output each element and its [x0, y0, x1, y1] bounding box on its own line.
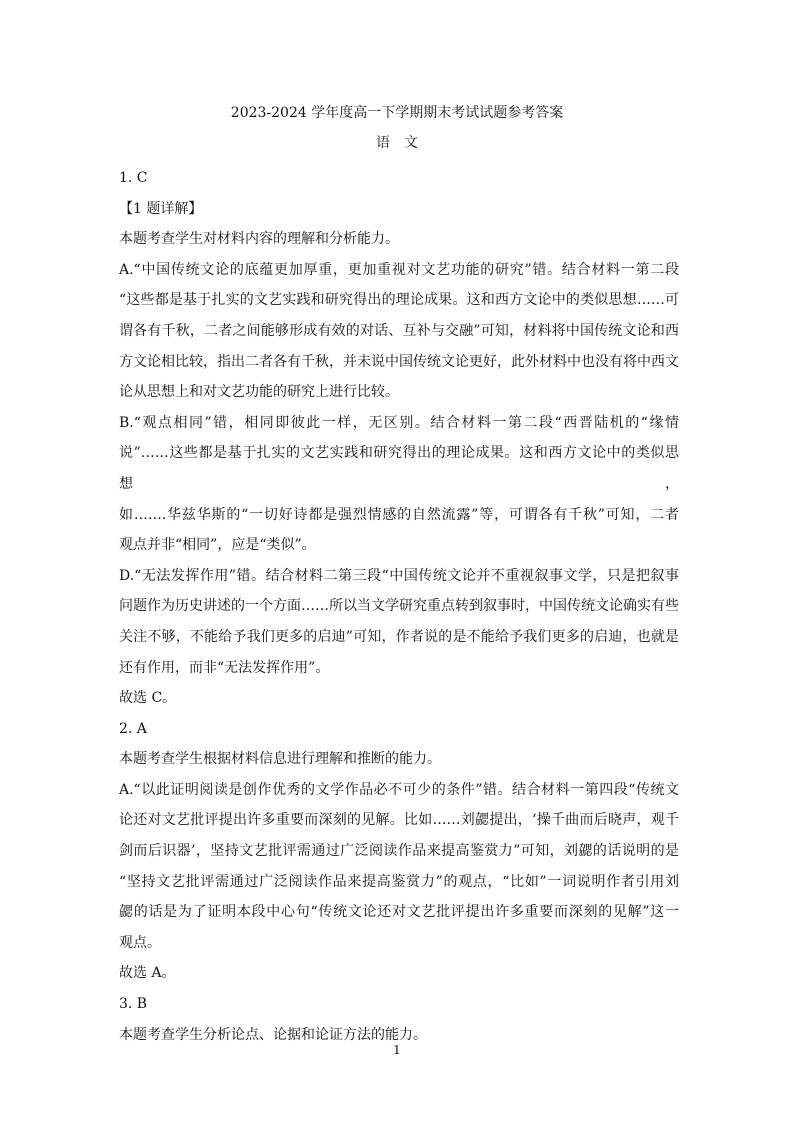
text-line: 还有作用，而非“无法发挥作用”。	[119, 659, 330, 676]
text-line: 论从思想上和对文艺功能的研究上进行比较。	[119, 384, 399, 401]
text-line: A.“中国传统文论的底蕴更加厚重，更加重视对文艺功能的研究”错。结合材料一第二段	[119, 261, 679, 278]
text-line: 如…….华兹华斯的“一切好诗都是强烈情感的自然流露”等，可谓各有千秋”可知，二者	[119, 506, 679, 523]
question-2-choice: 故选 A。	[119, 965, 176, 982]
text-line: 方文论相比较，指出二者各有千秋，并未说中国传统文论更好，此外材料中也没有将中西文	[119, 353, 679, 370]
text-line: 论还对文艺批评提出许多重要而深刻的见解。比如……刘勰提出，‘操千曲而后晓声，观千	[119, 812, 679, 829]
subject-heading: 语文	[376, 135, 432, 151]
text-line: 剑而后识器’，坚持文艺批评需通过广泛阅读作品来提高鉴赏力”可知，刘勰的话说明的是	[119, 843, 679, 860]
text-line: 说”……这些都是基于扎实的文艺实践和研究得出的理论成果。这和西方文论中的类似思想，	[119, 445, 679, 492]
text-line: 关注不够，不能给予我们更多的启迪”可知，作者说的是不能给予我们更多的启迪，也就是	[119, 628, 679, 645]
question-1-detail-heading: 【1 题详解】	[119, 200, 203, 217]
text-line: “这些都是基于扎实的文艺实践和研究得出的理论成果。这和西方文论中的类似思想……可	[119, 292, 679, 309]
question-3-answer: 3. B	[119, 996, 148, 1013]
question-2-answer: 2. A	[119, 720, 147, 737]
text-line: 谓各有千秋，二者之间能够形成有效的对话、互补与交融”可知，材料将中国传统文论和西	[119, 322, 679, 339]
text-line: “坚持文艺批评需通过广泛阅读作品来提高鉴赏力”的观点，“比如”一词说明作者引用刘	[119, 873, 679, 890]
text-line: A.“以此证明阅读是创作优秀的文学作品必不可少的条件”错。结合材料一第四段“传统文	[119, 781, 679, 798]
answer-body	[119, 163, 679, 1050]
page-number: 1	[393, 1043, 401, 1057]
document-title: 2023-2024 学年度高一下学期期末考试试题参考答案	[230, 105, 564, 121]
text-line: 观点并非“相同”，应是“类似”。	[119, 537, 316, 554]
question-1-choice: 故选 C。	[119, 690, 177, 707]
text-line: 观点。	[119, 934, 161, 951]
text-line: B.“观点相同”错，相同即彼此一样，无区别。结合材料一第二段“西晋陆机的“缘情	[119, 414, 679, 431]
text-line: 本题考查学生对材料内容的理解和分析能力。	[119, 231, 399, 248]
text-line: 问题作为历史讲述的一个方面……所以当文学研究重点转到叙事时，中国传统文论确实有些	[119, 598, 679, 615]
text-line: D.“无法发挥作用”错。结合材料二第三段“中国传统文论并不重视叙事文学，只是把叙事	[119, 567, 679, 584]
text-line: 本题考查学生根据材料信息进行理解和推断的能力。	[119, 751, 441, 768]
question-1-answer: 1. C	[119, 170, 148, 186]
text-line: 勰的话是为了证明本段中心句“传统文论还对文艺批评提出许多重要而深刻的见解”这一	[119, 904, 679, 921]
text-line: 本题考查学生分析论点、论据和论证方法的能力。	[119, 1026, 427, 1043]
